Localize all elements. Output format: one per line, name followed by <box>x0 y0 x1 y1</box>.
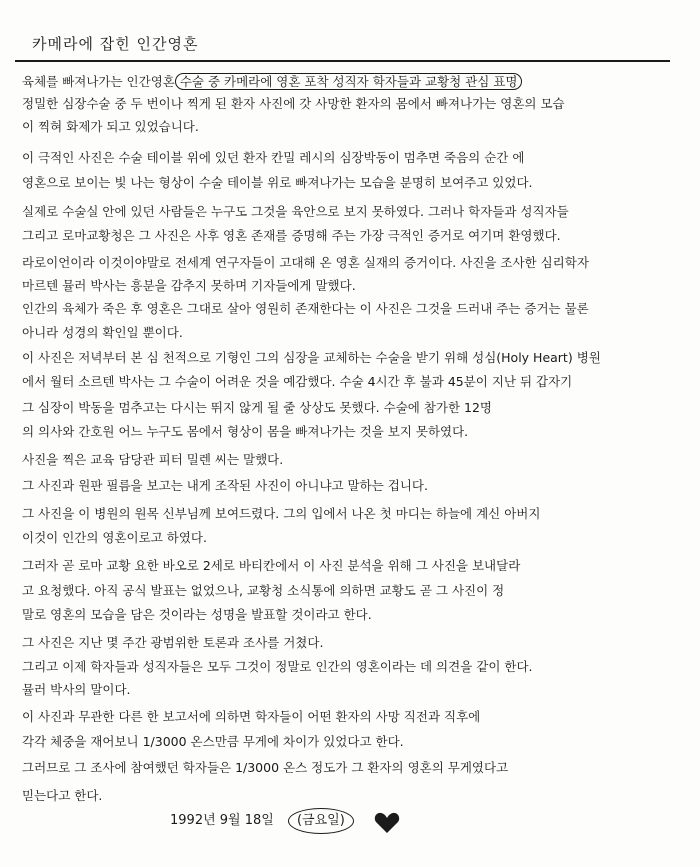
body-line: 이 극적인 사진은 수술 테이블 위에 있던 환자 칸밀 레시의 심장박동이 멈추면 죽음의 순간 에 <box>22 150 525 165</box>
body-line: 그리고 로마교황청은 그 사진은 사후 영혼 존재를 증명해 주는 가장 극적인 증거로 여기며 환영했다. <box>22 228 561 243</box>
body-line: 의 의사와 간호원 어느 누구도 몸에서 형상이 몸을 빠져나가는 것을 보지 못하였다. <box>22 424 469 439</box>
body-line: 그 사진과 원판 필름을 보고는 내게 조작된 사진이 아니냐고 말하는 겁니다. <box>22 478 428 493</box>
letter-weekday: (금요일) <box>288 808 354 834</box>
body-line: 라로이언이라 이것이야말로 전세계 연구자들이 고대해 온 영혼 실재의 증거이다. 사진을 조사한 심리학자 <box>22 255 589 270</box>
body-line: 정밀한 심장수술 중 두 번이나 찍게 된 환자 사진에 갓 사망한 환자의 몸에서 빠져나가는 영혼의 모습 <box>22 96 565 111</box>
body-line: 고 요청했다. 아직 공식 발표는 없었으나, 교황청 소식통에 의하면 교황도 곧 그 사진이 정 <box>22 583 505 598</box>
body-line: 이 사진은 저녁부터 본 심 천적으로 기형인 그의 심장을 교체하는 수술을 받기 위해 성심(Holy Heart) 병원 <box>22 350 601 365</box>
date-line <box>170 808 354 832</box>
body-line: 그러자 곧 로마 교황 요한 바오로 2세로 바티칸에서 이 사진 분석을 위해 그 사진을 보내달라 <box>22 558 521 573</box>
body-line: 말로 영혼의 모습을 담은 것이라는 성명을 발표할 것이라고 한다. <box>22 607 372 622</box>
intro-headline-box: 수술 중 카메라에 영혼 포착 성직자 학자들과 교황청 관심 표명 <box>175 73 523 90</box>
body-line: 그 심장이 박동을 멈추고는 다시는 뛰지 않게 될 줄 상상도 못했다. 수술에 참가한 12명 <box>22 400 493 415</box>
body-line: 그러므로 그 조사에 참여했던 학자들은 1/3000 온스 정도가 그 환자의 영혼의 무게였다고 <box>22 760 509 775</box>
heart-icon <box>374 812 400 834</box>
body-line: 영혼으로 보이는 빛 나는 형상이 수술 테이블 위로 빠져나가는 모습을 분명히 보여주고 있었다. <box>22 175 533 190</box>
body-line: 마르텐 뮬러 박사는 흥분을 감추지 못하며 기자들에게 말했다. <box>22 278 356 293</box>
body-line: 이 사진과 무관한 다른 한 보고서에 의하면 학자들이 어떤 환자의 사망 직전과 직후에 <box>22 709 481 724</box>
body-line: 인간의 육체가 죽은 후 영혼은 그대로 살아 영원히 존재한다는 이 사진은 그것을 드러내 주는 증거는 물론 <box>22 301 589 316</box>
body-line: 아니라 성경의 확인일 뿐이다. <box>22 325 183 340</box>
letter-date: 1992년 9월 18일 <box>170 813 274 828</box>
body-line: 그 사진은 지난 몇 주간 광범위한 토론과 조사를 거쳤다. <box>22 635 324 650</box>
body-line: 믿는다고 한다. <box>22 788 103 803</box>
body-line: 뮬러 박사의 말이다. <box>22 682 131 697</box>
document-title: 카메라에 잡힌 인간영혼 <box>32 35 199 53</box>
intro-line <box>22 71 522 93</box>
body-line: 그리고 이제 학자들과 성직자들은 모두 그것이 정말로 인간의 영혼이라는 데 의견을 같이 한다. <box>22 659 533 674</box>
body-line: 그 사진을 이 병원의 원목 신부님께 보여드렸다. 그의 입에서 나온 첫 마디는 하늘에 계신 아버지 <box>22 506 541 521</box>
body-line: 이것이 인간의 영혼이로고 하였다. <box>22 530 207 545</box>
title-underline <box>15 60 670 62</box>
body-line: 사진을 찍은 교육 담당관 피터 밀렌 씨는 말했다. <box>22 452 284 467</box>
body-line: 이 찍혀 화제가 되고 있었습니다. <box>22 119 199 134</box>
body-line: 각각 체중을 재어보니 1/3000 온스만큼 무게에 차이가 있었다고 한다. <box>22 734 404 749</box>
intro-lead: 육체를 빠져나가는 인간영혼 <box>22 74 175 89</box>
body-line: 에서 월터 소르텐 박사는 그 수술이 어려운 것을 예감했다. 수술 4시간 후 불과 45분이 지난 뒤 갑자기 <box>22 374 573 389</box>
body-line: 실제로 수술실 안에 있던 사람들은 누구도 그것을 육안으로 보지 못하였다. 그러나 학자들과 성직자들 <box>22 204 569 219</box>
